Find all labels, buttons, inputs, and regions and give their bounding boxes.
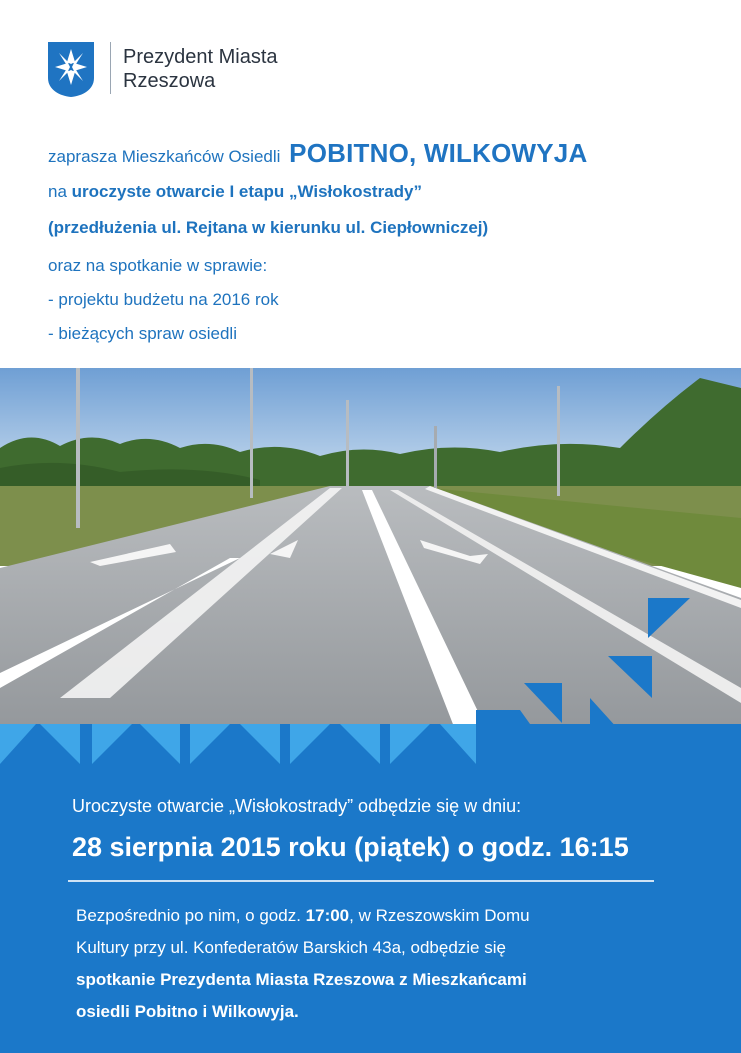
- meeting-line-2: Kultury przy ul. Konfederatów Barskich 43a, odbędzie się: [76, 938, 506, 957]
- line2-prefix: na: [48, 182, 67, 201]
- logo-divider: [110, 42, 111, 94]
- meeting-line-1-a: Bezpośrednio po nim, o godz.: [76, 906, 306, 925]
- announcement-text: Uroczyste otwarcie „Wisłokostrady” odbędzie się w dniu:: [72, 796, 522, 816]
- meeting-line-1-b: , w Rzeszowskim Domu: [349, 906, 530, 925]
- extension-description: (przedłużenia ul. Rejtana w kierunku ul. Ciepłowniczej): [48, 218, 489, 237]
- invitation-line-2: [48, 182, 422, 202]
- meeting-line-3: spotkanie Prezydenta Miasta Rzeszowa z Mieszkańcami: [76, 970, 527, 989]
- estates-heading: POBITNO, WILKOWYJA: [289, 138, 588, 168]
- event-date: 28 sierpnia 2015 roku (piątek) o godz. 16:15: [72, 832, 629, 862]
- meeting-line-4: osiedli Pobitno i Wilkowyja.: [76, 1002, 299, 1021]
- intro-prefix: zaprasza Mieszkańców Osiedli: [48, 147, 281, 166]
- road-photo: [0, 368, 741, 768]
- invitation-line-1: [48, 138, 587, 169]
- organization-name: [123, 45, 278, 93]
- meeting-intro: oraz na spotkanie w sprawie:: [48, 256, 268, 275]
- rzeszow-coat-of-arms-icon: [46, 40, 96, 98]
- org-line-1: Prezydent Miasta: [123, 46, 278, 68]
- meeting-line-1: [76, 906, 530, 926]
- panel-divider: [68, 880, 654, 882]
- meeting-time: 17:00: [305, 906, 350, 925]
- agenda-item-current-affairs: - bieżących spraw osiedli: [48, 324, 237, 343]
- agenda-item-budget: - projektu budżetu na 2016 rok: [48, 290, 279, 309]
- opening-title: uroczyste otwarcie I etapu „Wisłokostrady”: [71, 182, 422, 201]
- org-line-2: Rzeszowa: [123, 70, 216, 92]
